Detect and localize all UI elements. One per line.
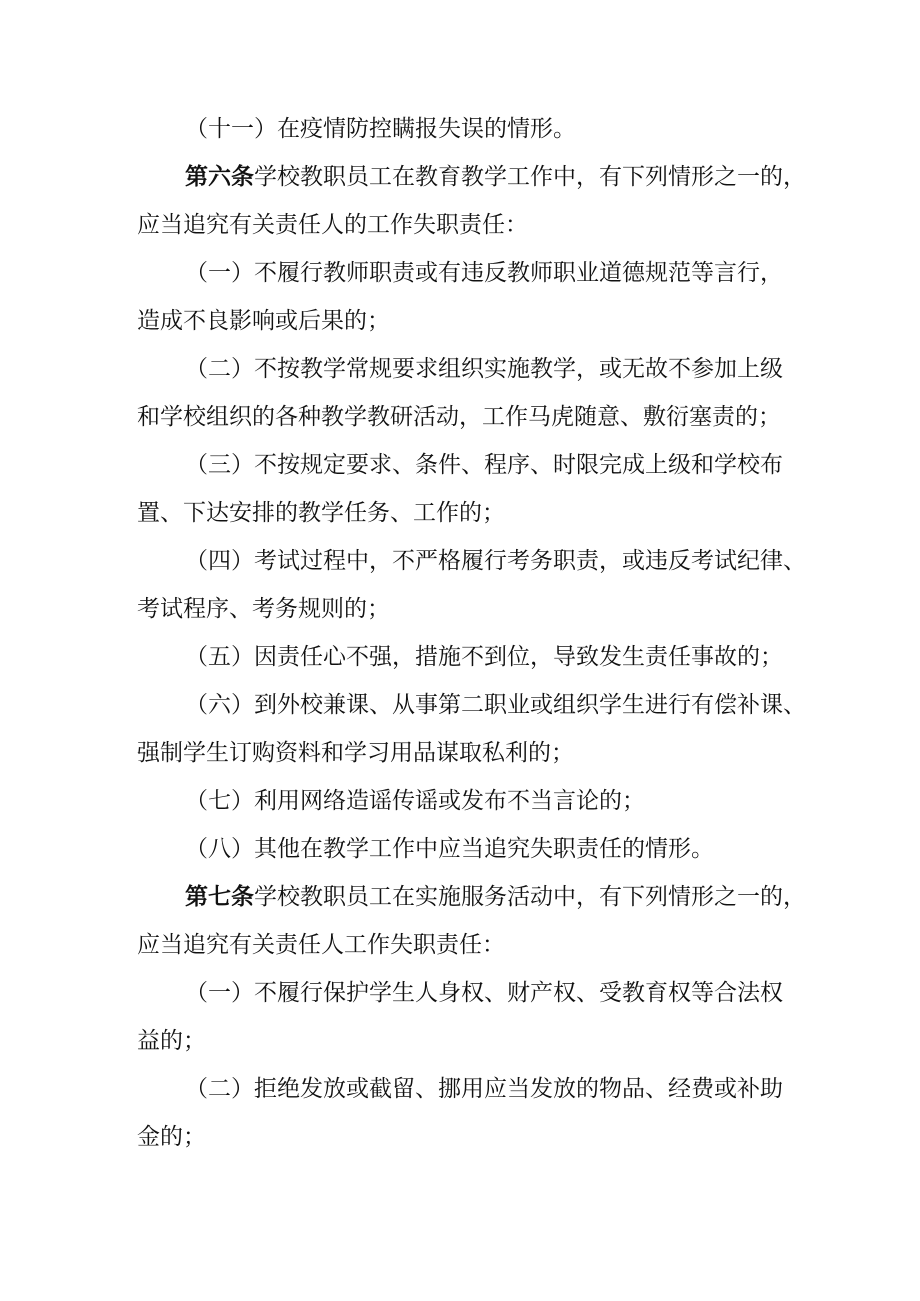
paragraph-line: （六）到外校兼课、从事第二职业或组织学生进行有偿补课、 xyxy=(185,692,806,718)
paragraph-line: 益的； xyxy=(137,1028,206,1054)
article-7-heading: 第七条 xyxy=(185,883,254,910)
paragraph-line: 学校教职员工在教育教学工作中，有下列情形之一的， xyxy=(254,164,806,190)
paragraph-line: 置、下达安排的教学任务、工作的； xyxy=(137,500,505,526)
paragraph-line: （二）拒绝发放或截留、挪用应当发放的物品、经费或补助 xyxy=(185,1076,783,1102)
article-6-first-line xyxy=(185,160,825,194)
paragraph-line: （十一）在疫情防控瞒报失误的情形。 xyxy=(185,116,576,142)
paragraph-line: 强制学生订购资料和学习用品谋取私利的； xyxy=(137,740,574,766)
paragraph-line: （二）不按教学常规要求组织实施教学，或无故不参加上级 xyxy=(185,356,783,382)
article-6-heading: 第六条 xyxy=(185,163,254,190)
paragraph-line: 学校教职员工在实施服务活动中，有下列情形之一的， xyxy=(254,884,806,910)
paragraph-line: （一）不履行教师职责或有违反教师职业道德规范等言行， xyxy=(185,260,783,286)
paragraph-line: （五）因责任心不强，措施不到位，导致发生责任事故的； xyxy=(185,644,783,670)
paragraph-line: （七）利用网络造谣传谣或发布不当言论的； xyxy=(185,788,645,814)
paragraph-line: 和学校组织的各种教学教研活动，工作马虎随意、敷衍塞责的； xyxy=(137,404,781,430)
paragraph-line: 金的； xyxy=(137,1124,206,1150)
article-7-first-line xyxy=(185,880,825,914)
paragraph-line: （四）考试过程中，不严格履行考务职责，或违反考试纪律、 xyxy=(185,548,806,574)
paragraph-line: 造成不良影响或后果的； xyxy=(137,308,390,334)
paragraph-line: 考试程序、考务规则的； xyxy=(137,596,390,622)
paragraph-line: （八）其他在教学工作中应当追究失职责任的情形。 xyxy=(185,836,714,862)
paragraph-line: 应当追究有关责任人的工作失职责任： xyxy=(137,212,528,238)
paragraph-line: 应当追究有关责任人工作失职责任： xyxy=(137,932,505,958)
paragraph-line: （一）不履行保护学生人身权、财产权、受教育权等合法权 xyxy=(185,980,783,1006)
paragraph-line: （三）不按规定要求、条件、程序、时限完成上级和学校布 xyxy=(185,452,783,478)
